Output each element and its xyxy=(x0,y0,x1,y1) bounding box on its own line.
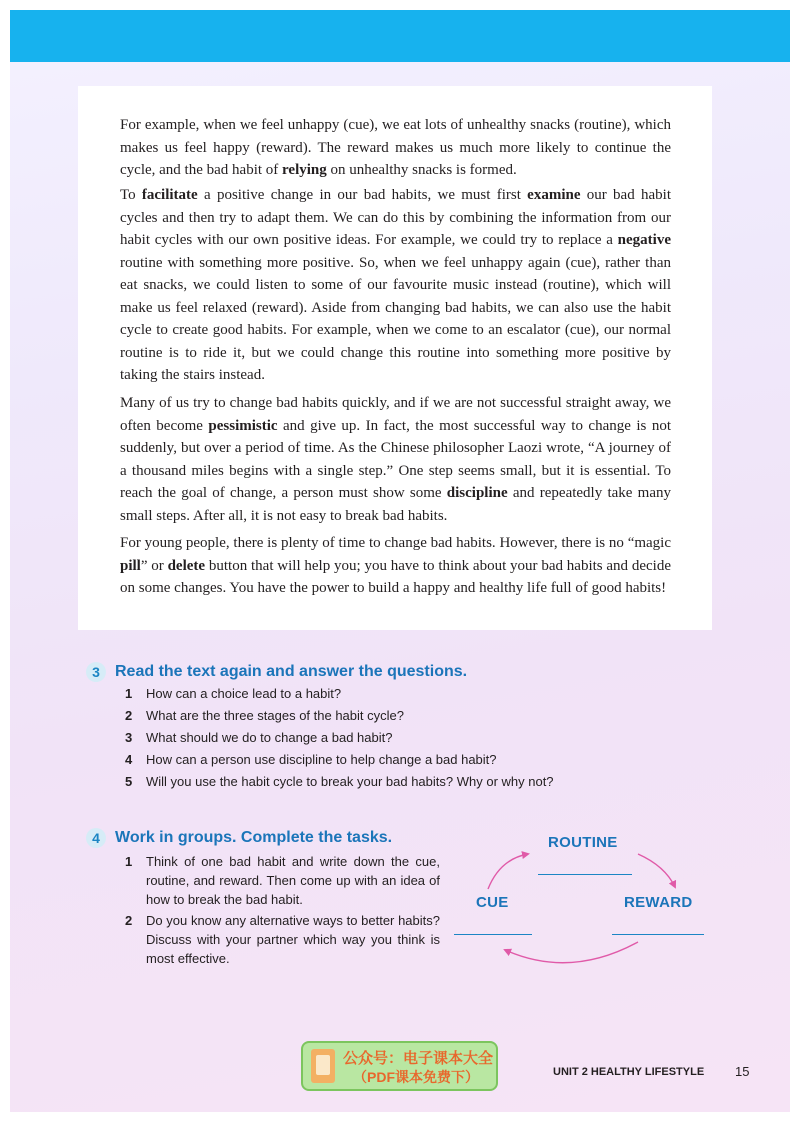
vocabulary-word: relying xyxy=(282,162,327,178)
cue-label: CUE xyxy=(476,894,509,911)
paragraph-1: For example, when we feel unhappy (cue), we eat lots of unhealthy snacks (routine), which makes us feel happy (reward). The reward makes us much more likely to continue the cycle, and the bad habit of relying on unhealthy snacks is formed. xyxy=(120,117,671,178)
list-item xyxy=(125,708,554,730)
arrow-reward-to-cue xyxy=(505,942,638,963)
question-number: 3 xyxy=(125,730,133,745)
vocabulary-word: facilitate xyxy=(141,187,198,203)
question-text: What should we do to change a bad habit? xyxy=(146,730,393,745)
question-text: How can a choice lead to a habit? xyxy=(146,686,342,701)
top-color-band xyxy=(10,10,790,62)
list-item xyxy=(125,852,440,909)
page-number: 15 xyxy=(735,1064,750,1079)
exercise-title: Read the text again and answer the questions. xyxy=(115,663,468,680)
vocabulary-word: pessimistic xyxy=(208,417,278,434)
arrow-routine-to-reward xyxy=(638,854,675,887)
question-list xyxy=(125,686,554,796)
question-text: Will you use the habit cycle to break your bad habits? Why or why not? xyxy=(146,774,554,789)
task-text: Do you know any alternative ways to better habits? Discuss with your partner which way you think is most effective. xyxy=(146,913,440,966)
vocabulary-word: delete xyxy=(167,557,206,574)
reward-label: REWARD xyxy=(624,894,693,911)
list-item xyxy=(125,730,554,752)
vocabulary-word: examine xyxy=(527,187,581,203)
task-number: 1 xyxy=(125,854,133,869)
question-text: How can a person use discipline to help change a bad habit? xyxy=(146,752,497,767)
paragraph-4: For young people, there is plenty of time to change bad habits. However, there is no “magic pill” or delete button that will help you; you have to think about your bad habits and decide on some changes. You have the power to build a happy and healthy life full of good habits! xyxy=(120,535,671,596)
exercise-4-heading xyxy=(86,828,392,848)
exercise-3-heading xyxy=(86,662,467,682)
habit-cycle-diagram xyxy=(450,824,720,974)
vocabulary-word: negative xyxy=(617,232,671,248)
paragraph-3: Many of us try to change bad habits quickly, and if we are not successful straight away, we often become pessimistic and give up. In fact, the most successful way to change is not suddenly, but over a period of time. As the Chinese philosopher Laozi wrote, “A journey of a thousand miles begins with a single step.” One step seems small, but it is essential. To reach the goal of change, a person must show some discipline and repeatedly take many small steps. After all, it is not easy to break bad habits. xyxy=(120,395,671,524)
question-text: What are the three stages of the habit cycle? xyxy=(146,708,404,723)
list-item xyxy=(125,774,554,796)
list-item xyxy=(125,686,554,708)
reading-passage xyxy=(78,86,712,630)
book-icon xyxy=(311,1049,335,1083)
footer-unit-title: UNIT 2 HEALTHY LIFESTYLE xyxy=(553,1066,705,1078)
watermark-stamp xyxy=(301,1041,498,1091)
question-number: 2 xyxy=(125,708,133,723)
routine-label: ROUTINE xyxy=(548,834,618,851)
task-text: Think of one bad habit and write down the cue, routine, and reward. Then come up with an idea of how to break the bad habit. xyxy=(146,854,440,907)
list-item xyxy=(125,752,554,774)
question-number: 1 xyxy=(125,686,133,701)
arrow-cue-to-routine xyxy=(488,854,528,889)
exercise-title: Work in groups. Complete the tasks. xyxy=(115,829,393,846)
reward-blank xyxy=(612,934,704,935)
vocabulary-word: pill xyxy=(120,557,141,574)
vocabulary-word: discipline xyxy=(446,485,508,501)
exercise-number-badge: 4 xyxy=(86,828,106,848)
routine-blank xyxy=(538,874,632,875)
stamp-line-2: （PDF课本免费下） xyxy=(353,1069,479,1085)
paragraph-2: To facilitate a positive change in our bad habits, we must first examine our bad habit cycles and then try to adapt them. We can do this by combining the information from our habit cycles with our own positive ideas. For example, we could try to replace a negative routine with something more positive. So, when we feel unhappy again (cue), rather than eat snacks, we could listen to some of our favourite music instead (routine), which will make us feel relaxed (reward). Aside from changing bad habits, we can also use the habit cycle to create good habits. For example, when we come to an escalator (cue), our normal routine is to ride it, but we could change this routine into something more positive by taking the stairs instead. xyxy=(120,187,671,383)
cue-blank xyxy=(454,934,532,935)
task-number: 2 xyxy=(125,913,133,928)
list-item xyxy=(125,911,440,968)
stamp-line-1: 公众号：电子课本大全 xyxy=(343,1050,494,1067)
question-number: 5 xyxy=(125,774,133,789)
task-list xyxy=(125,852,440,968)
exercise-number-badge: 3 xyxy=(86,662,106,682)
question-number: 4 xyxy=(125,752,133,767)
